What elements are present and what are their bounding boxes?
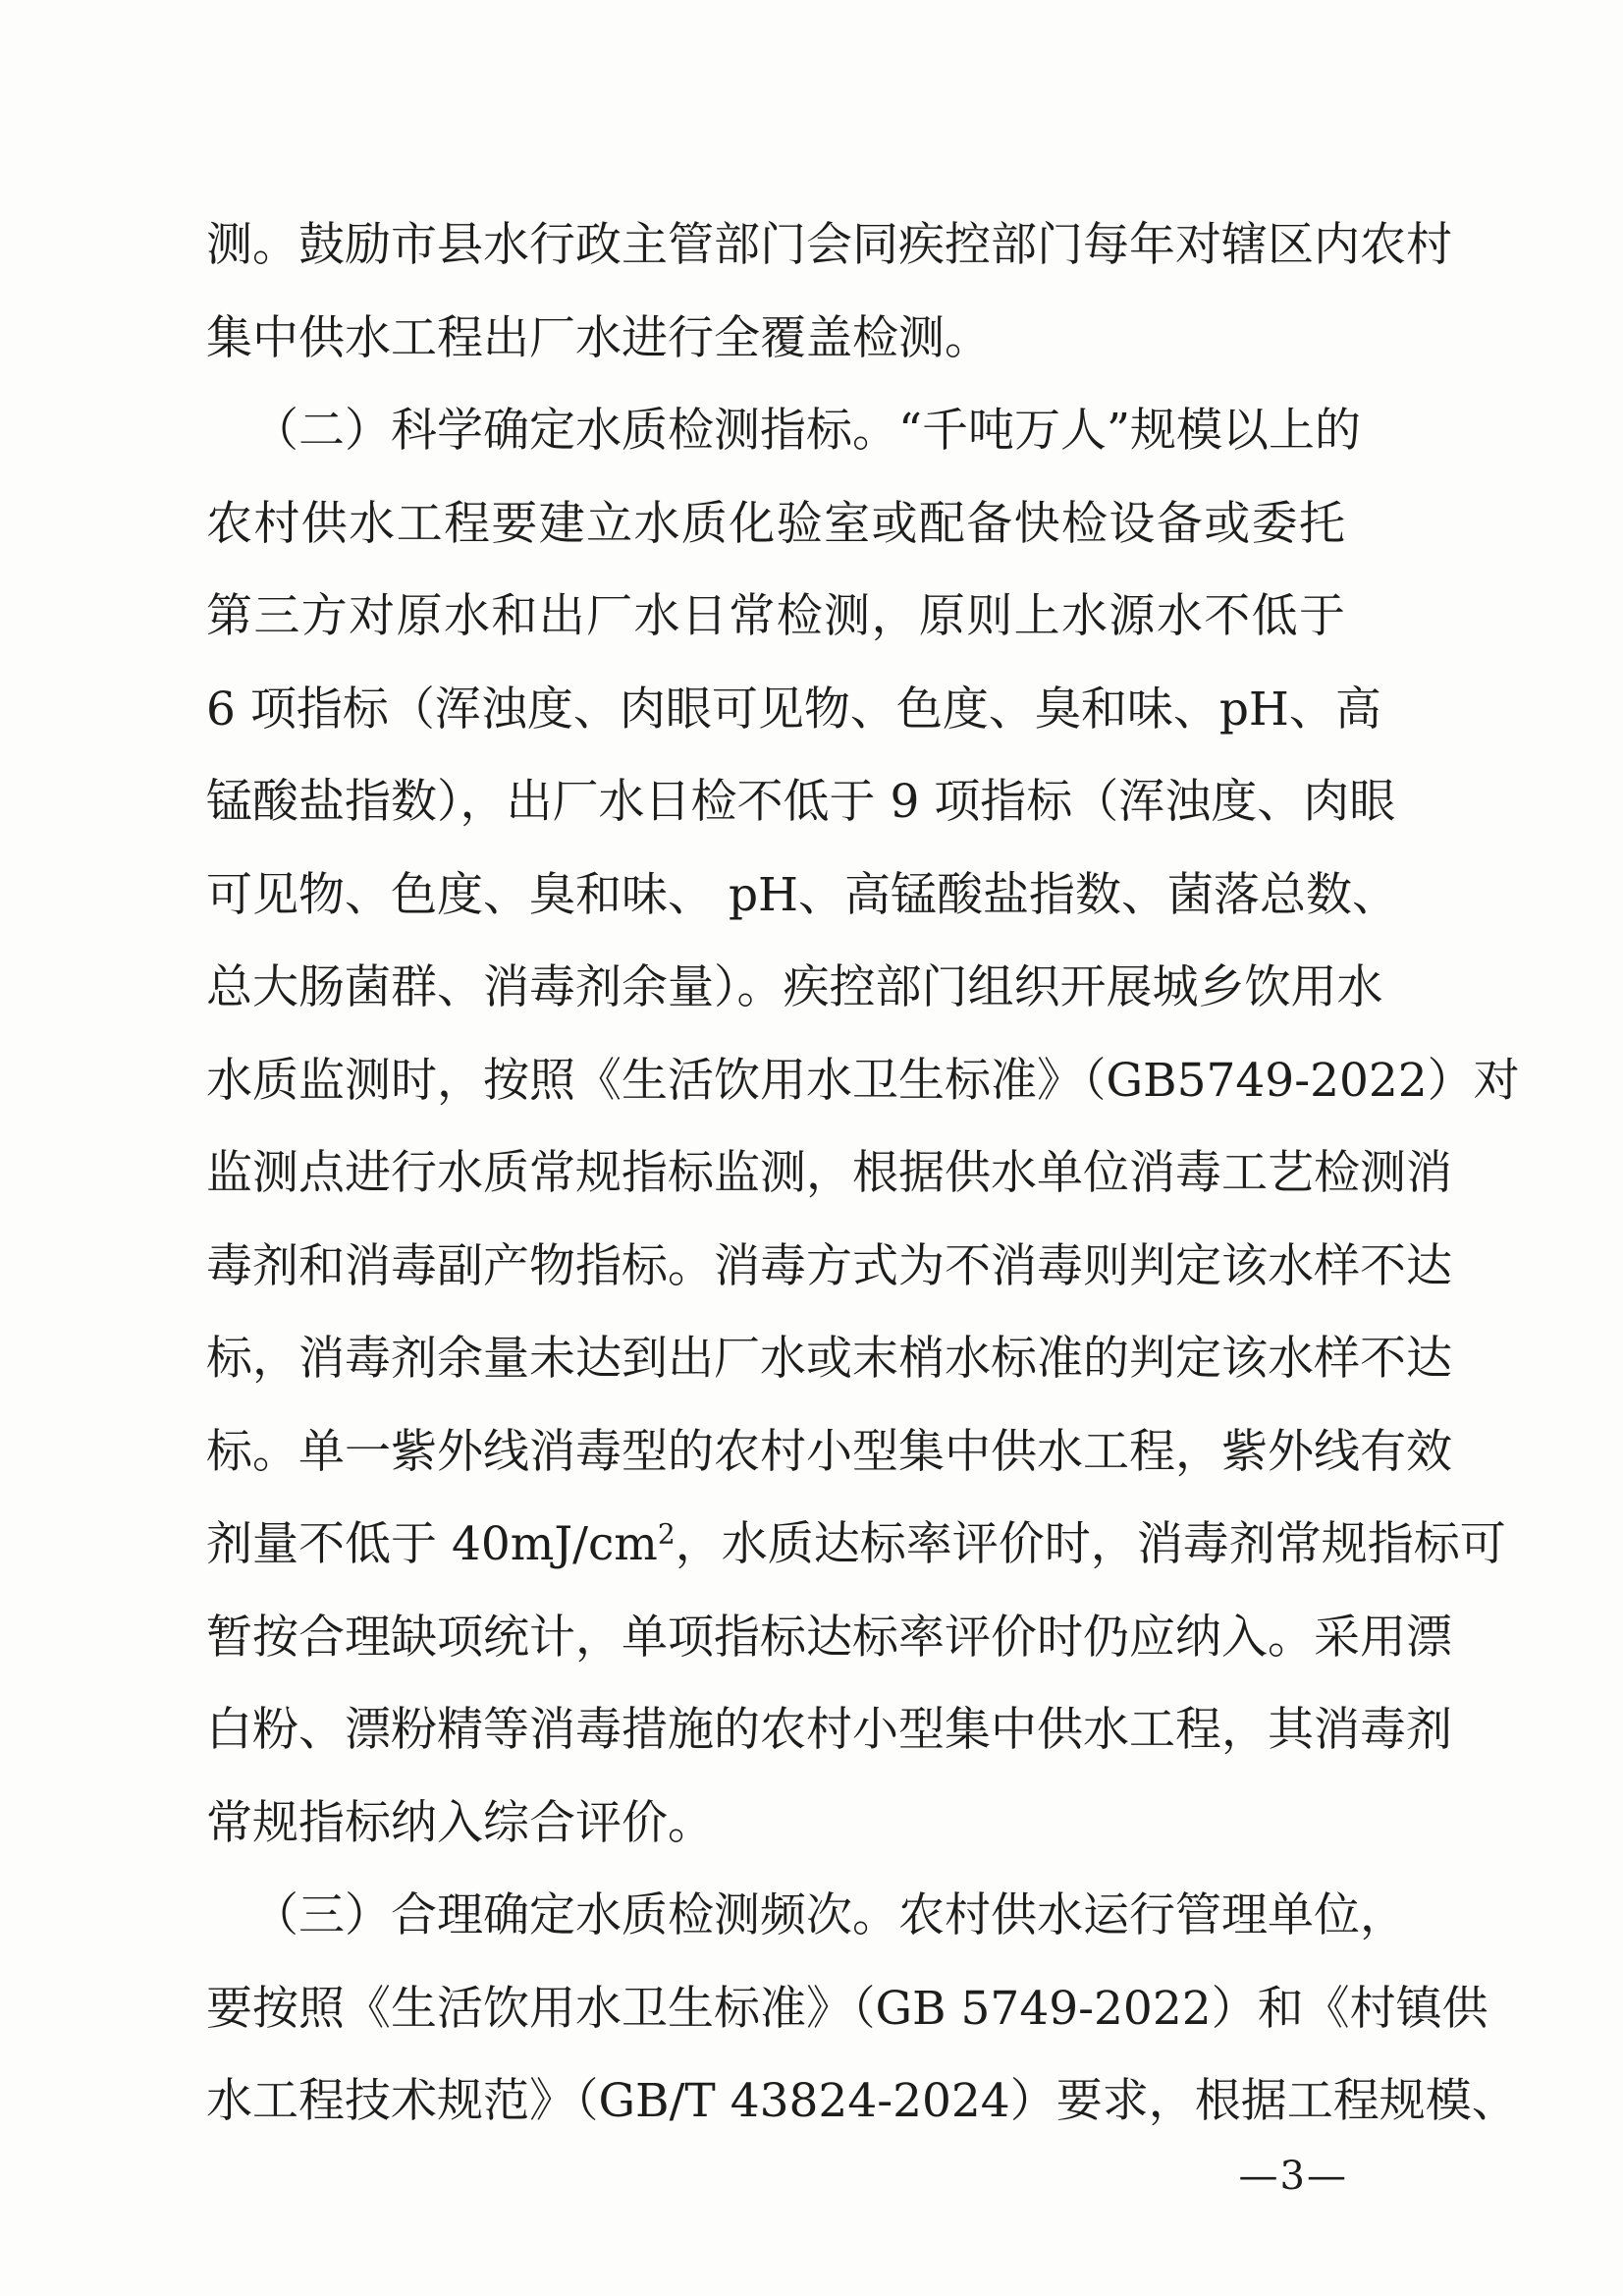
text-line: 集中供水工程出厂水进行全覆盖检测。 (206, 310, 991, 365)
line-head: 剂量不低于 40mJ/cm (206, 1517, 658, 1571)
text-line: 总大肠菌群、消毒剂余量）。疾控部门组织开展城乡饮用水 (206, 960, 1383, 1014)
text-line: 测。鼓励市县水行政主管部门会同疾控部门每年对辖区内农村 (206, 218, 1452, 272)
text-line: （三）合理确定水质检测频次。农村供水运行管理单位， (252, 1888, 1406, 1942)
text-line: （二）科学确定水质检测指标。“千吨万人”规模以上的 (252, 404, 1362, 458)
body-text (206, 218, 1520, 2167)
text-line: 水质监测时，按照《生活饮用水卫生标准》（GB5749-2022）对 (206, 1053, 1520, 1108)
text-line: 水工程技术规范》（GB/T 43824-2024）要求，根据工程规模、 (206, 2074, 1518, 2128)
text-line: 要按照《生活饮用水卫生标准》（GB 5749-2022）和《村镇供 (206, 1981, 1488, 2036)
text-line: 农村供水工程要建立水质化验室或配备快检设备或委托 (206, 496, 1345, 551)
text-line: 锰酸盐指数），出厂水日检不低于 9 项指标（浑浊度、肉眼 (206, 775, 1396, 829)
text-line: 毒剂和消毒副产物指标。消毒方式为不消毒则判定该水样不达 (206, 1238, 1452, 1293)
text-line: 暂按合理缺项统计，单项指标达标率评价时仍应纳入。采用漂 (206, 1610, 1452, 1665)
text-line: 标，消毒剂余量未达到出厂水或末梢水标准的判定该水样不达 (206, 1332, 1452, 1386)
text-line: 监测点进行水质常规指标监测，根据供水单位消毒工艺检测消 (206, 1146, 1452, 1200)
superscript: 2 (657, 1517, 676, 1551)
text-line: 常规指标纳入综合评价。 (206, 1795, 714, 1850)
text-line: 第三方对原水和出厂水日常检测，原则上水源水不低于 (206, 589, 1345, 643)
page-number: —3— (1238, 2154, 1348, 2199)
text-line: 白粉、漂粉精等消毒措施的农村小型集中供水工程，其消毒剂 (206, 1703, 1452, 1757)
line-tail: ，水质达标率评价时，消毒剂常规指标可 (675, 1517, 1506, 1571)
text-line-with-superscript (206, 1517, 1506, 1572)
text-line: 6 项指标（浑浊度、肉眼可见物、色度、臭和味、pH、高 (206, 682, 1381, 737)
text-line: 可见物、色度、臭和味、 pH、高锰酸盐指数、菌落总数、 (206, 867, 1399, 922)
text-line: 标。单一紫外线消毒型的农村小型集中供水工程，紫外线有效 (206, 1424, 1452, 1479)
